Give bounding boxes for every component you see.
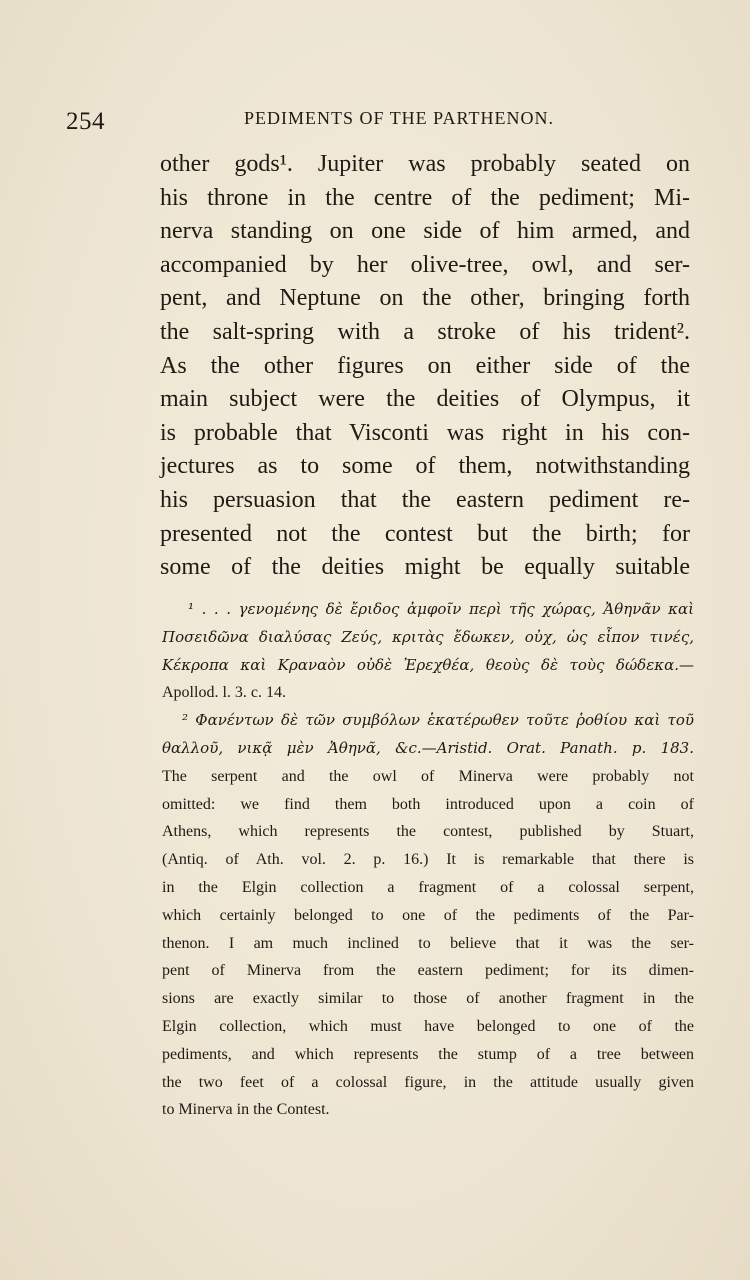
footnotes: [162, 596, 694, 1124]
text-line: As the other figures on either side of the: [160, 352, 690, 379]
footnote-line: which certainly belonged to one of the pediments of the Par-: [162, 906, 694, 924]
text-line: pent, and Neptune on the other, bringing forth: [160, 285, 690, 312]
text-line: his throne in the centre of the pediment; Mi-: [160, 184, 690, 211]
footnote-line: (Antiq. of Ath. vol. 2. p. 16.) It is remarkable that there is: [162, 851, 694, 869]
footnote-line: ¹ . . . γενομένης δὲ ἔριδος ἀμφοῖν περὶ τῆς χώρας, Ἀθηνᾶν καὶ: [188, 600, 694, 618]
footnote-line: the two feet of a colossal figure, in the attitude usually given: [162, 1073, 694, 1091]
page-header: [66, 104, 686, 134]
footnote-line: thenon. I am much inclined to believe that it was the ser-: [162, 934, 694, 952]
footnote-line: Apollod. l. 3. c. 14.: [162, 684, 286, 702]
text-line: is probable that Visconti was right in his con-: [160, 419, 690, 446]
footnote-line: to Minerva in the Contest.: [162, 1101, 330, 1119]
text-line: his persuasion that the eastern pediment re-: [160, 486, 690, 513]
footnote-line: θαλλοῦ, νικᾷ μὲν Ἀθηνᾶ, &c.—Aristid. Orat. Panath. p. 183.: [162, 738, 694, 757]
footnote-line: omitted: we find them both introduced upon a coin of: [162, 795, 694, 813]
footnote-line: Κέκροπα καὶ Κραναὸν οὐδὲ Ἐρεχθέα, θεοὺς δὲ τοὺς δώδεκα.—: [162, 655, 694, 674]
text-line: nerva standing on one side of him armed, and: [160, 218, 690, 245]
text-line: the salt-spring with a stroke of his trident².: [160, 318, 690, 345]
text-line: main subject were the deities of Olympus, it: [160, 386, 690, 413]
page-number: 254: [66, 108, 105, 135]
footnote-line: The serpent and the owl of Minerva were probably not: [162, 767, 694, 785]
text-line: accompanied by her olive-tree, owl, and ser-: [160, 251, 690, 278]
text-line: presented not the contest but the birth; for: [160, 520, 690, 547]
text-line: some of the deities might be equally suitable: [160, 554, 690, 581]
running-head: PEDIMENTS OF THE PARTHENON.: [244, 108, 554, 128]
text-line: other gods¹. Jupiter was probably seated on: [160, 151, 690, 177]
footnote-line: Athens, which represents the contest, published by Stuart,: [162, 823, 694, 841]
footnote-line: in the Elgin collection a fragment of a colossal serpent,: [162, 878, 694, 896]
footnote-line: Elgin collection, which must have belonged to one of the: [162, 1017, 694, 1035]
footnote-line: sions are exactly similar to those of another fragment in the: [162, 990, 694, 1008]
footnote-line: pent of Minerva from the eastern pediment; for its dimen-: [162, 962, 694, 980]
footnote-line: pediments, and which represents the stump of a tree between: [162, 1045, 694, 1063]
text-line: jectures as to some of them, notwithstanding: [160, 453, 690, 480]
main-text: [160, 148, 690, 585]
footnote-line: Ποσειδῶνα διαλύσας Ζεύς, κριτὰς ἔδωκεν, οὐχ, ὡς εἶπον τινές,: [162, 627, 694, 646]
footnote-line: ² Φανέντων δὲ τῶν συμβόλων ἑκατέρωθεν τοῦτε ῥοθίου καὶ τοῦ: [182, 711, 694, 730]
